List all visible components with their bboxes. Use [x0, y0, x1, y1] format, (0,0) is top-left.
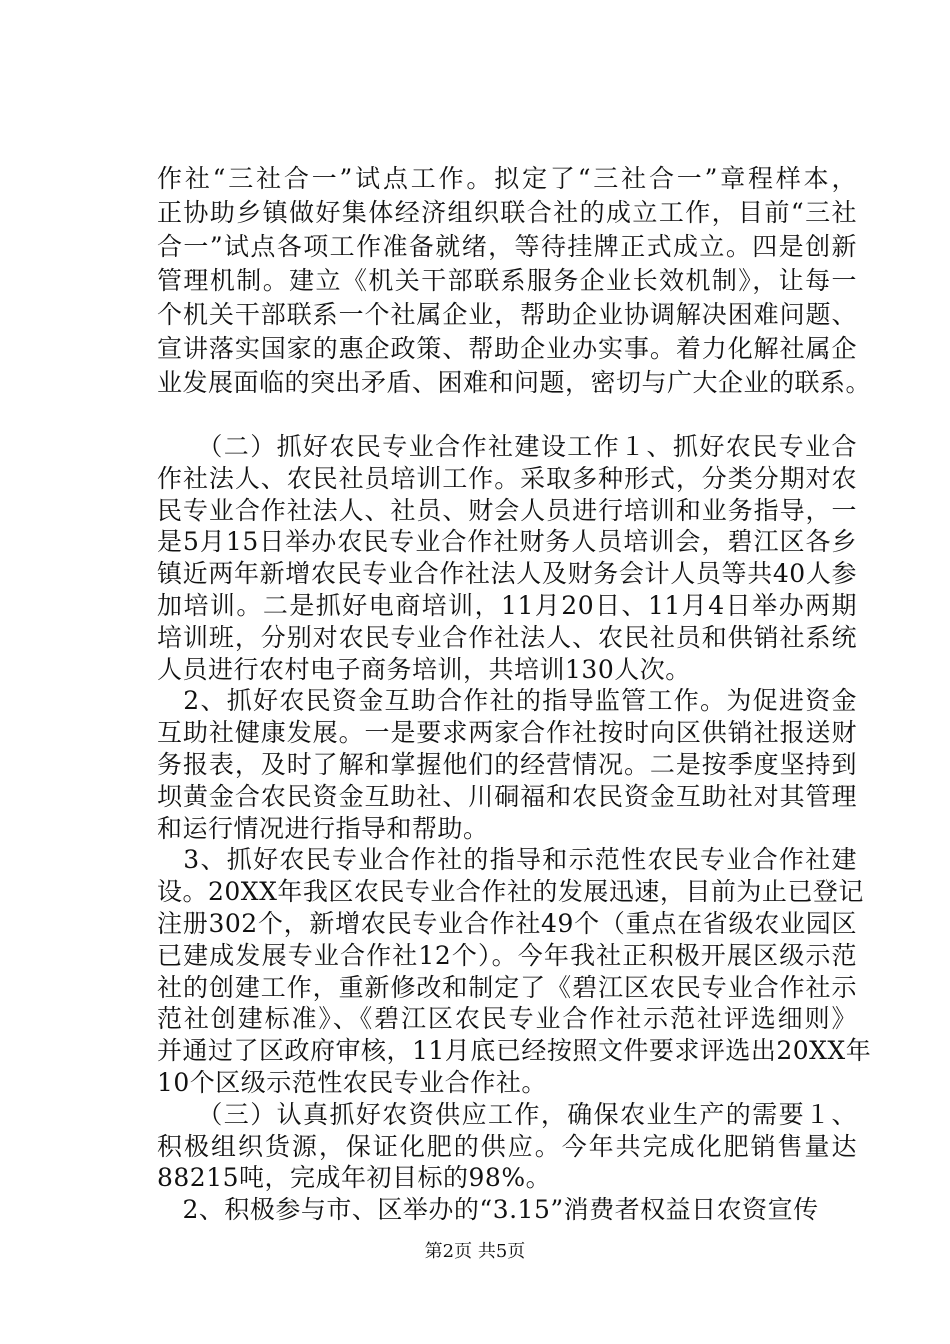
text-line: （二）抓好农民专业合作社建设工作１、抓好农民专业合 — [157, 432, 857, 461]
text-line: 人员进行农村电子商务培训，共培训130人次。 — [157, 654, 691, 684]
text-line: 设。20XX年我区农民专业合作社的发展迅速，目前为止已登记 — [157, 877, 864, 907]
text-line: 个机关干部联系一个社属企业，帮助企业协调解决困难问题、 — [157, 300, 857, 329]
text-line: 社的创建工作，重新修改和制定了《碧江区农民专业合作社示 — [157, 972, 857, 1002]
text-line: 是5月15日举办农民专业合作社财务人员培训会，碧江区各乡 — [157, 527, 857, 557]
text-line: 培训班，分别对农民专业合作社法人、农民社员和供销社系统 — [157, 622, 857, 652]
text-line: 10个区级示范性农民专业合作社。 — [157, 1068, 547, 1097]
text-line: 坝黄金合农民资金互助社、川硐福和农民资金互助社对其管理 — [157, 781, 857, 811]
text-line: 互助社健康发展。一是要求两家合作社按时向区供销社报送财 — [157, 718, 857, 748]
text-line: 作社法人、农民社员培训工作。采取多种形式，分类分期对农 — [157, 463, 857, 493]
text-line: 管理机制。建立《机关干部联系服务企业长效机制》，让每一 — [157, 266, 857, 295]
text-line: 积极组织货源，保证化肥的供应。今年共完成化肥销售量达 — [157, 1131, 857, 1161]
text-line: 2、抓好农民资金互助合作社的指导监管工作。为促进资金 — [157, 686, 857, 716]
text-line: 已建成发展专业合作社12个）。今年我社正积极开展区级示范 — [157, 940, 857, 970]
text-line: 并通过了区政府审核，11月底已经按照文件要求评选出20XX年 — [157, 1036, 872, 1066]
text-line: 镇近两年新增农民专业合作社法人及财务会计人员等共40人参 — [157, 559, 857, 589]
text-line: 加培训。二是抓好电商培训，11月20日、11月4日举办两期 — [157, 591, 857, 620]
text-line: 2、积极参与市、区举办的“3.15”消费者权益日农资宣传 — [157, 1195, 819, 1225]
text-line: 合一”试点各项工作准备就绪，等待挂牌正式成立。四是创新 — [157, 232, 857, 261]
text-line: （三）认真抓好农资供应工作，确保农业生产的需要１、 — [157, 1099, 857, 1129]
text-line: 88215吨，完成年初目标的98%。 — [157, 1163, 552, 1193]
text-line: 3、抓好农民专业合作社的指导和示范性农民专业合作社建 — [157, 845, 857, 875]
text-line: 民专业合作社法人、社员、财会人员进行培训和业务指导，一 — [157, 495, 857, 525]
text-line: 务报表，及时了解和掌握他们的经营情况。二是按季度坚持到 — [157, 750, 857, 779]
text-line: 作社“三社合一”试点工作。拟定了“三社合一”章程样本， — [157, 164, 857, 193]
text-line: 宣讲落实国家的惠企政策、帮助企业办实事。着力化解社属企 — [157, 334, 857, 363]
text-line: 注册302个，新增农民专业合作社49个（重点在省级农业园区 — [157, 909, 857, 938]
text-line: 和运行情况进行指导和帮助。 — [157, 813, 489, 843]
text-line: 业发展面临的突出矛盾、困难和问题，密切与广大企业的联系。 — [157, 368, 872, 397]
text-line: 正协助乡镇做好集体经济组织联合社的成立工作，目前“三社 — [157, 198, 857, 227]
page-footer: 第2页 共5页 — [424, 1241, 526, 1262]
text-line: 范社创建标准》、《碧江区农民专业合作社示范社评选细则》 — [157, 1004, 857, 1034]
